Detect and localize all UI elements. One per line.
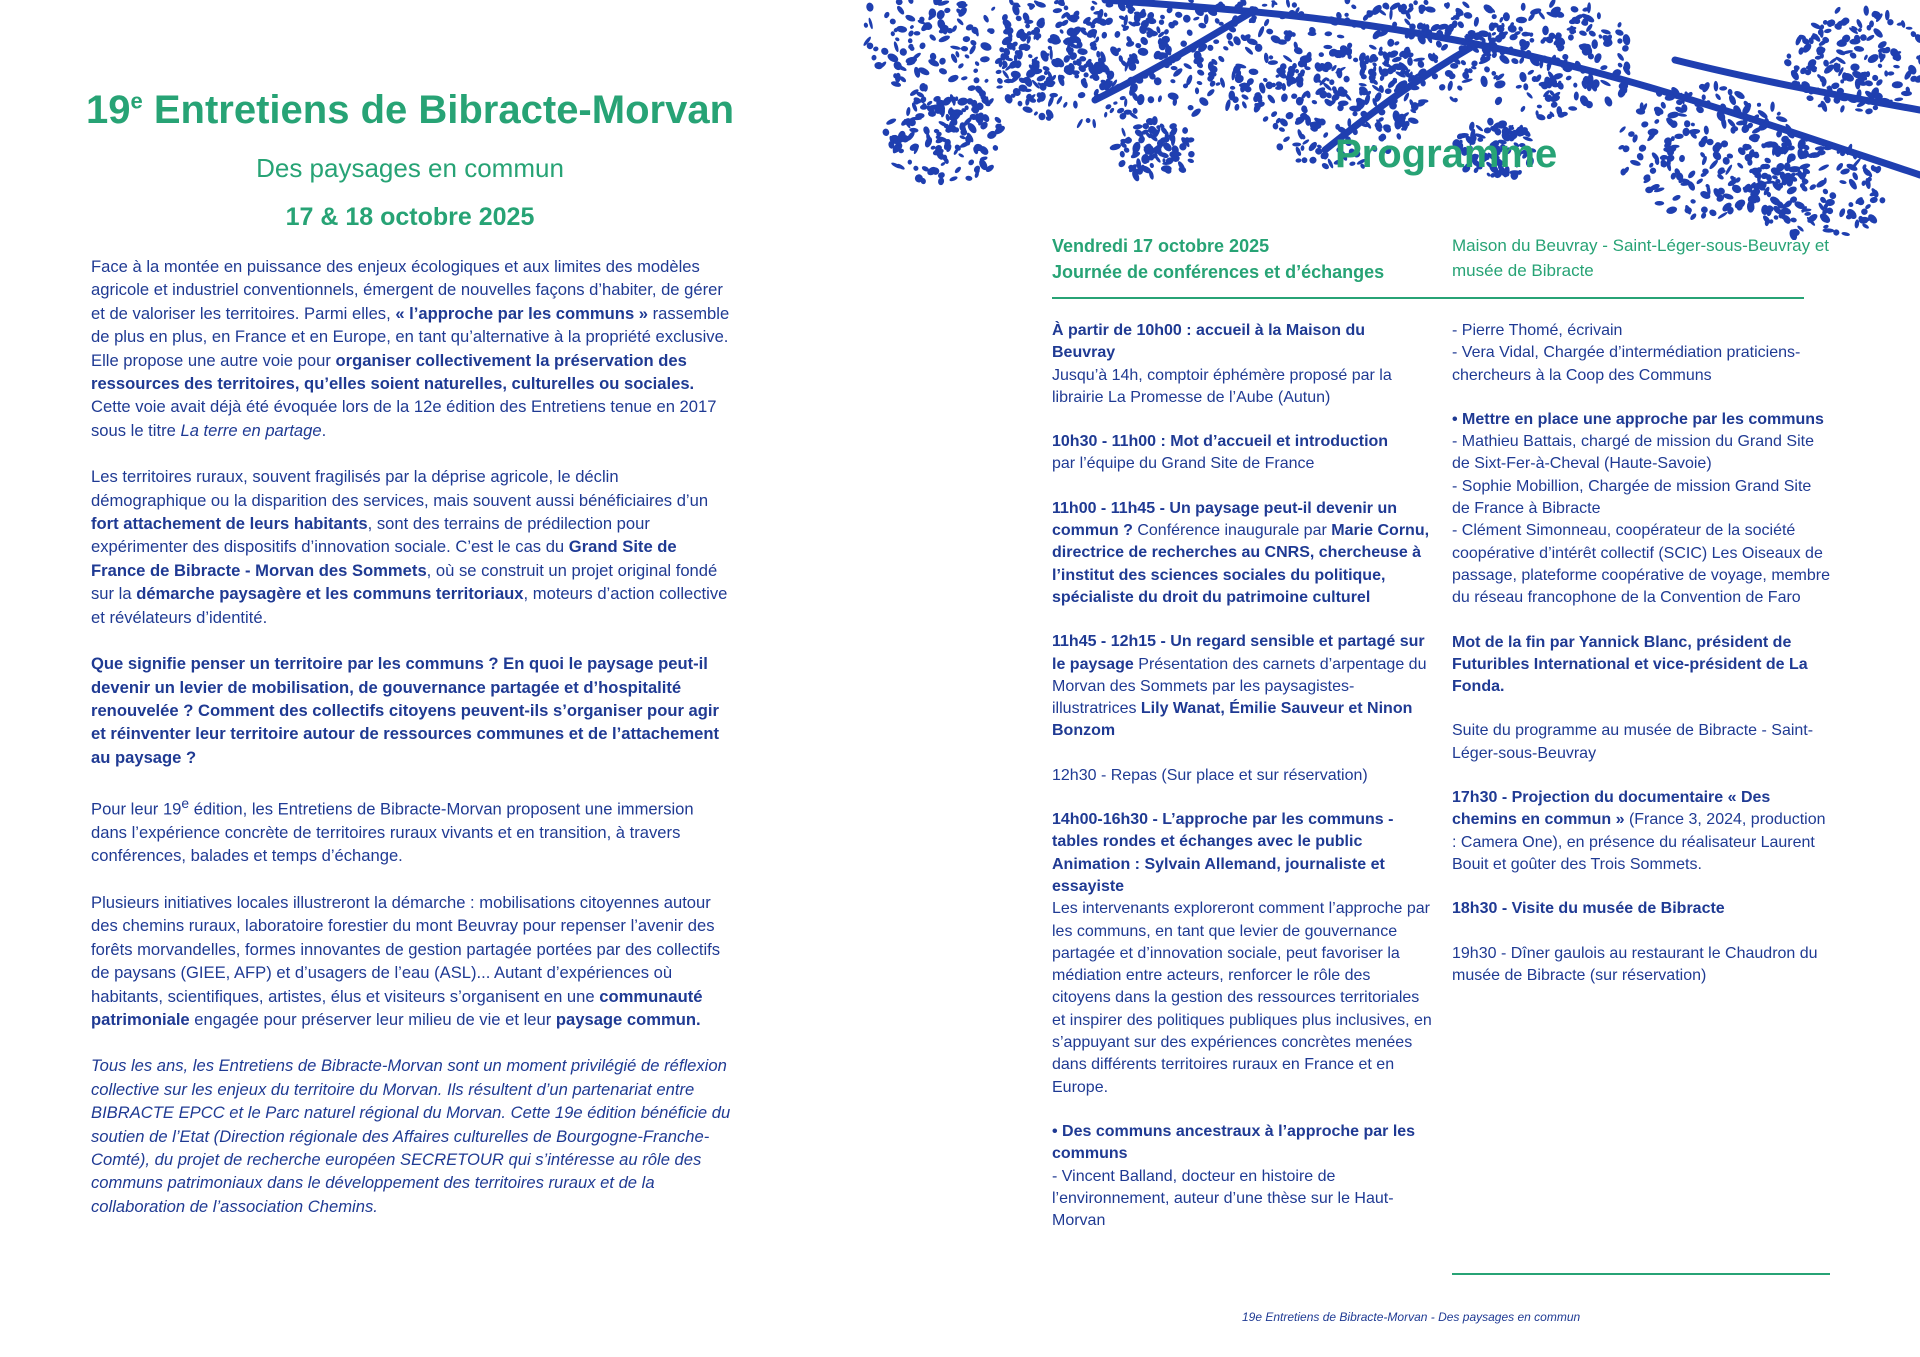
item-title: À partir de 10h00 : accueil à la Maison du Beuvray [1052, 322, 1365, 362]
paragraph-2: Les territoires ruraux, souvent fragilisés par la déprise agricole, le déclin démographique ou la disparition des services, mais souvent aussi bénéficiaires d’un fort attachement de leurs habitants, sont des terrains de prédilection pour expérimenter des dispositifs d’innovation sociale. C’est le cas du Grand Site de France de Bibracte - Morvan des Sommets, où se construit un projet original fondé sur la démarche paysagère et les communs territoriaux, moteurs d’action collective et révélateurs d’identité. [91, 467, 728, 627]
schedule-item [1052, 1121, 1432, 1232]
schedule-item [1052, 631, 1432, 742]
event-date: 17 & 18 octobre 2025 [285, 203, 535, 231]
speaker: - Mathieu Battais, chargé de mission du Grand Site de Sixt-Fer-à-Cheval (Haute-Savoie) [1452, 433, 1814, 473]
page-title: 19e Entretiens de Bibracte-Morvan [86, 88, 734, 132]
speaker: - Clément Simonneau, coopérateur de la société coopérative d’intérêt collectif (SCIC) Les Oiseaux de passage, plateforme coopérative de voyage, membre du réseau francophone de la Convention de Faro [1452, 522, 1830, 607]
programme-column-2 [1452, 320, 1832, 1009]
venue-heading: Maison du Beuvray - Saint-Léger-sous-Beuvray et musée de Bibracte [1452, 236, 1830, 280]
paragraph-1: Face à la montée en puissance des enjeux écologiques et aux limites des modèles agricole et industriel conventionnels, émergent de nouvelles façons d’habiter, de gérer et de valoriser les territoires. Parmi elles, « l’approche par les communs » rassemble de plus en plus, en France et en Europe, en tant qu’alternative à la propriété exclusive. Elle propose une autre voie pour organiser collectivement la préservation des ressources des territoires, qu’elles soient naturelles, culturelles ou sociales. Cette voie avait déjà été évoquée lors de la 12e édition des Entretiens tenue en 2017 sous le titre La terre en partage. [91, 257, 730, 440]
item-title: 11h45 - 12h15 - Un regard sensible et partagé sur le paysage [1052, 633, 1425, 673]
paragraph-4: Pour leur 19e édition, les Entretiens de Bibracte-Morvan proposent une immersion dans l’expérience concrète de territoires ruraux vivants et en transition, à travers conférences, balades et temps d’échange. [91, 795, 694, 866]
schedule-item [1052, 498, 1432, 609]
closing-remarks: Mot de la fin par Yannick Blanc, président de Futuribles International et vice-président de La Fonda. [1452, 633, 1808, 696]
paragraph-3: Que signifie penser un territoire par les communs ? En quoi le paysage peut-il devenir un levier de mobilisation, de gouvernance partagée et d’hospitalité renouvelée ? Comment des collectifs citoyens peuvent-ils s’organiser pour agir et réinventer leur territoire autour de ressources communes et de l’attachement au paysage ? [91, 654, 720, 767]
divider [1452, 1273, 1830, 1275]
item-text: - Vincent Balland, docteur en histoire de l’environnement, auteur d’une thèse sur le Haut-Morvan [1052, 1167, 1394, 1230]
item-text: Présentation des carnets d’arpentage du Morvan des Sommets par les paysagistes-illustratrices [1052, 655, 1427, 718]
item-title: 17h30 - Projection du documentaire « Des chemins en commun » [1452, 789, 1771, 829]
item-title: • Mettre en place une approche par les communs [1452, 410, 1824, 428]
schedule-item: 19h30 - Dîner gaulois au restaurant le Chaudron du musée de Bibracte (sur réservation) [1452, 944, 1818, 984]
item-title: 10h30 - 11h00 : Mot d’accueil et introduction [1052, 433, 1389, 451]
item-title: 14h00-16h30 - L’approche par les communs - tables rondes et échanges avec le public Animation : Sylvain Allemand, journaliste et essayiste [1052, 811, 1394, 895]
programme-column-1 [1052, 320, 1432, 1254]
speaker-list [1452, 320, 1832, 387]
schedule-item [1052, 809, 1432, 1099]
tree-branch-illustration [855, 0, 1920, 240]
speaker: - Sophie Mobillion, Chargée de mission Grand Site de France à Bibracte [1452, 477, 1812, 518]
schedule-item [1052, 431, 1432, 476]
programme-title: Programme [1335, 132, 1558, 176]
venue-note: Suite du programme au musée de Bibracte - Saint-Léger-sous-Beuvray [1452, 722, 1814, 762]
day-heading [1052, 233, 1432, 285]
item-text: Les intervenants exploreront comment l’approche par les communs, en tant que levier de gouvernance partagée et d’innovation sociale, peut favoriser la médiation entre acteurs, renforcer le rôle des citoyens dans la gestion des ressources territoriales et inspirer des politiques publiques plus inclusives, en s’appuyant sur des expériences concrètes menées dans différents territoires ruraux en France et en Europe. [1052, 900, 1432, 1096]
schedule-item [1452, 409, 1832, 610]
divider [1052, 297, 1804, 299]
schedule-item: 12h30 - Repas (Sur place et sur réservation) [1052, 766, 1368, 784]
intro-text [91, 255, 731, 1241]
item-text: Conférence inaugurale par [1132, 522, 1332, 540]
item-speaker: Marie Cornu, directrice de recherches au CNRS, chercheuse à l’institut des sciences sociales du politique, spécialiste du droit du patrimoine culturel [1052, 522, 1430, 606]
schedule-item [1452, 787, 1832, 876]
item-text: (France 3, 2024, production : Camera One), en présence du réalisateur Laurent Bouit et goûter des Trois Sommets. [1452, 811, 1826, 873]
day-date: Vendredi 17 octobre 2025 [1052, 236, 1270, 256]
paragraph-6: Tous les ans, les Entretiens de Bibracte-Morvan sont un moment privilégié de réflexion collective sur les enjeux du territoire du Morvan. Ils résultent d’un partenariat entre BIBRACTE EPCC et le Parc naturel régional du Morvan. Cette 19e édition bénéficie du soutien de l’Etat (Direction régionale des Affaires culturelles de Bourgogne-Franche-Comté), du projet de recherche européen SECRETOUR qui s’intéresse au rôle des communs patrimoniaux dans le développement des territoires ruraux et de la collaboration de l’association Chemins. [91, 1056, 731, 1216]
item-title: • Des communs ancestraux à l’approche par les communs [1052, 1122, 1416, 1163]
item-text: par l’équipe du Grand Site de France [1052, 455, 1315, 473]
item-text: Jusqu’à 14h, comptoir éphémère proposé par la librairie La Promesse de l’Aube (Autun) [1052, 366, 1392, 406]
speaker: - Pierre Thomé, écrivain [1452, 322, 1623, 339]
day-subtitle: Journée de conférences et d’échanges [1052, 262, 1385, 282]
item-speaker: Lily Wanat, Émilie Sauveur et Ninon Bonzom [1052, 700, 1413, 740]
page-footer: 19e Entretiens de Bibracte-Morvan - Des paysages en commun [1242, 1310, 1581, 1324]
item-title: 11h00 - 11h45 - Un paysage peut-il devenir un commun ? [1052, 499, 1398, 540]
schedule-item [1052, 320, 1432, 409]
page-subtitle: Des paysages en commun [256, 153, 564, 183]
speaker: - Vera Vidal, Chargée d’intermédiation praticiens-chercheurs à la Coop des Communs [1452, 344, 1801, 384]
schedule-item: 18h30 - Visite du musée de Bibracte [1452, 900, 1725, 918]
paragraph-5: Plusieurs initiatives locales illustreront la démarche : mobilisations citoyennes autour des chemins ruraux, laboratoire forestier du mont Beuvray pour repenser l’avenir des forêts morvandelles, formes innovantes de gestion partagée portées par des collectifs de paysans (GIEE, AFP) et d’usagers de l’eau (ASL)... Autant d’expériences où habitants, scientifiques, artistes, élus et visiteurs s’organisent en une communauté patrimoniale engagée pour préserver leur milieu de vie et leur paysage commun. [91, 892, 721, 1029]
